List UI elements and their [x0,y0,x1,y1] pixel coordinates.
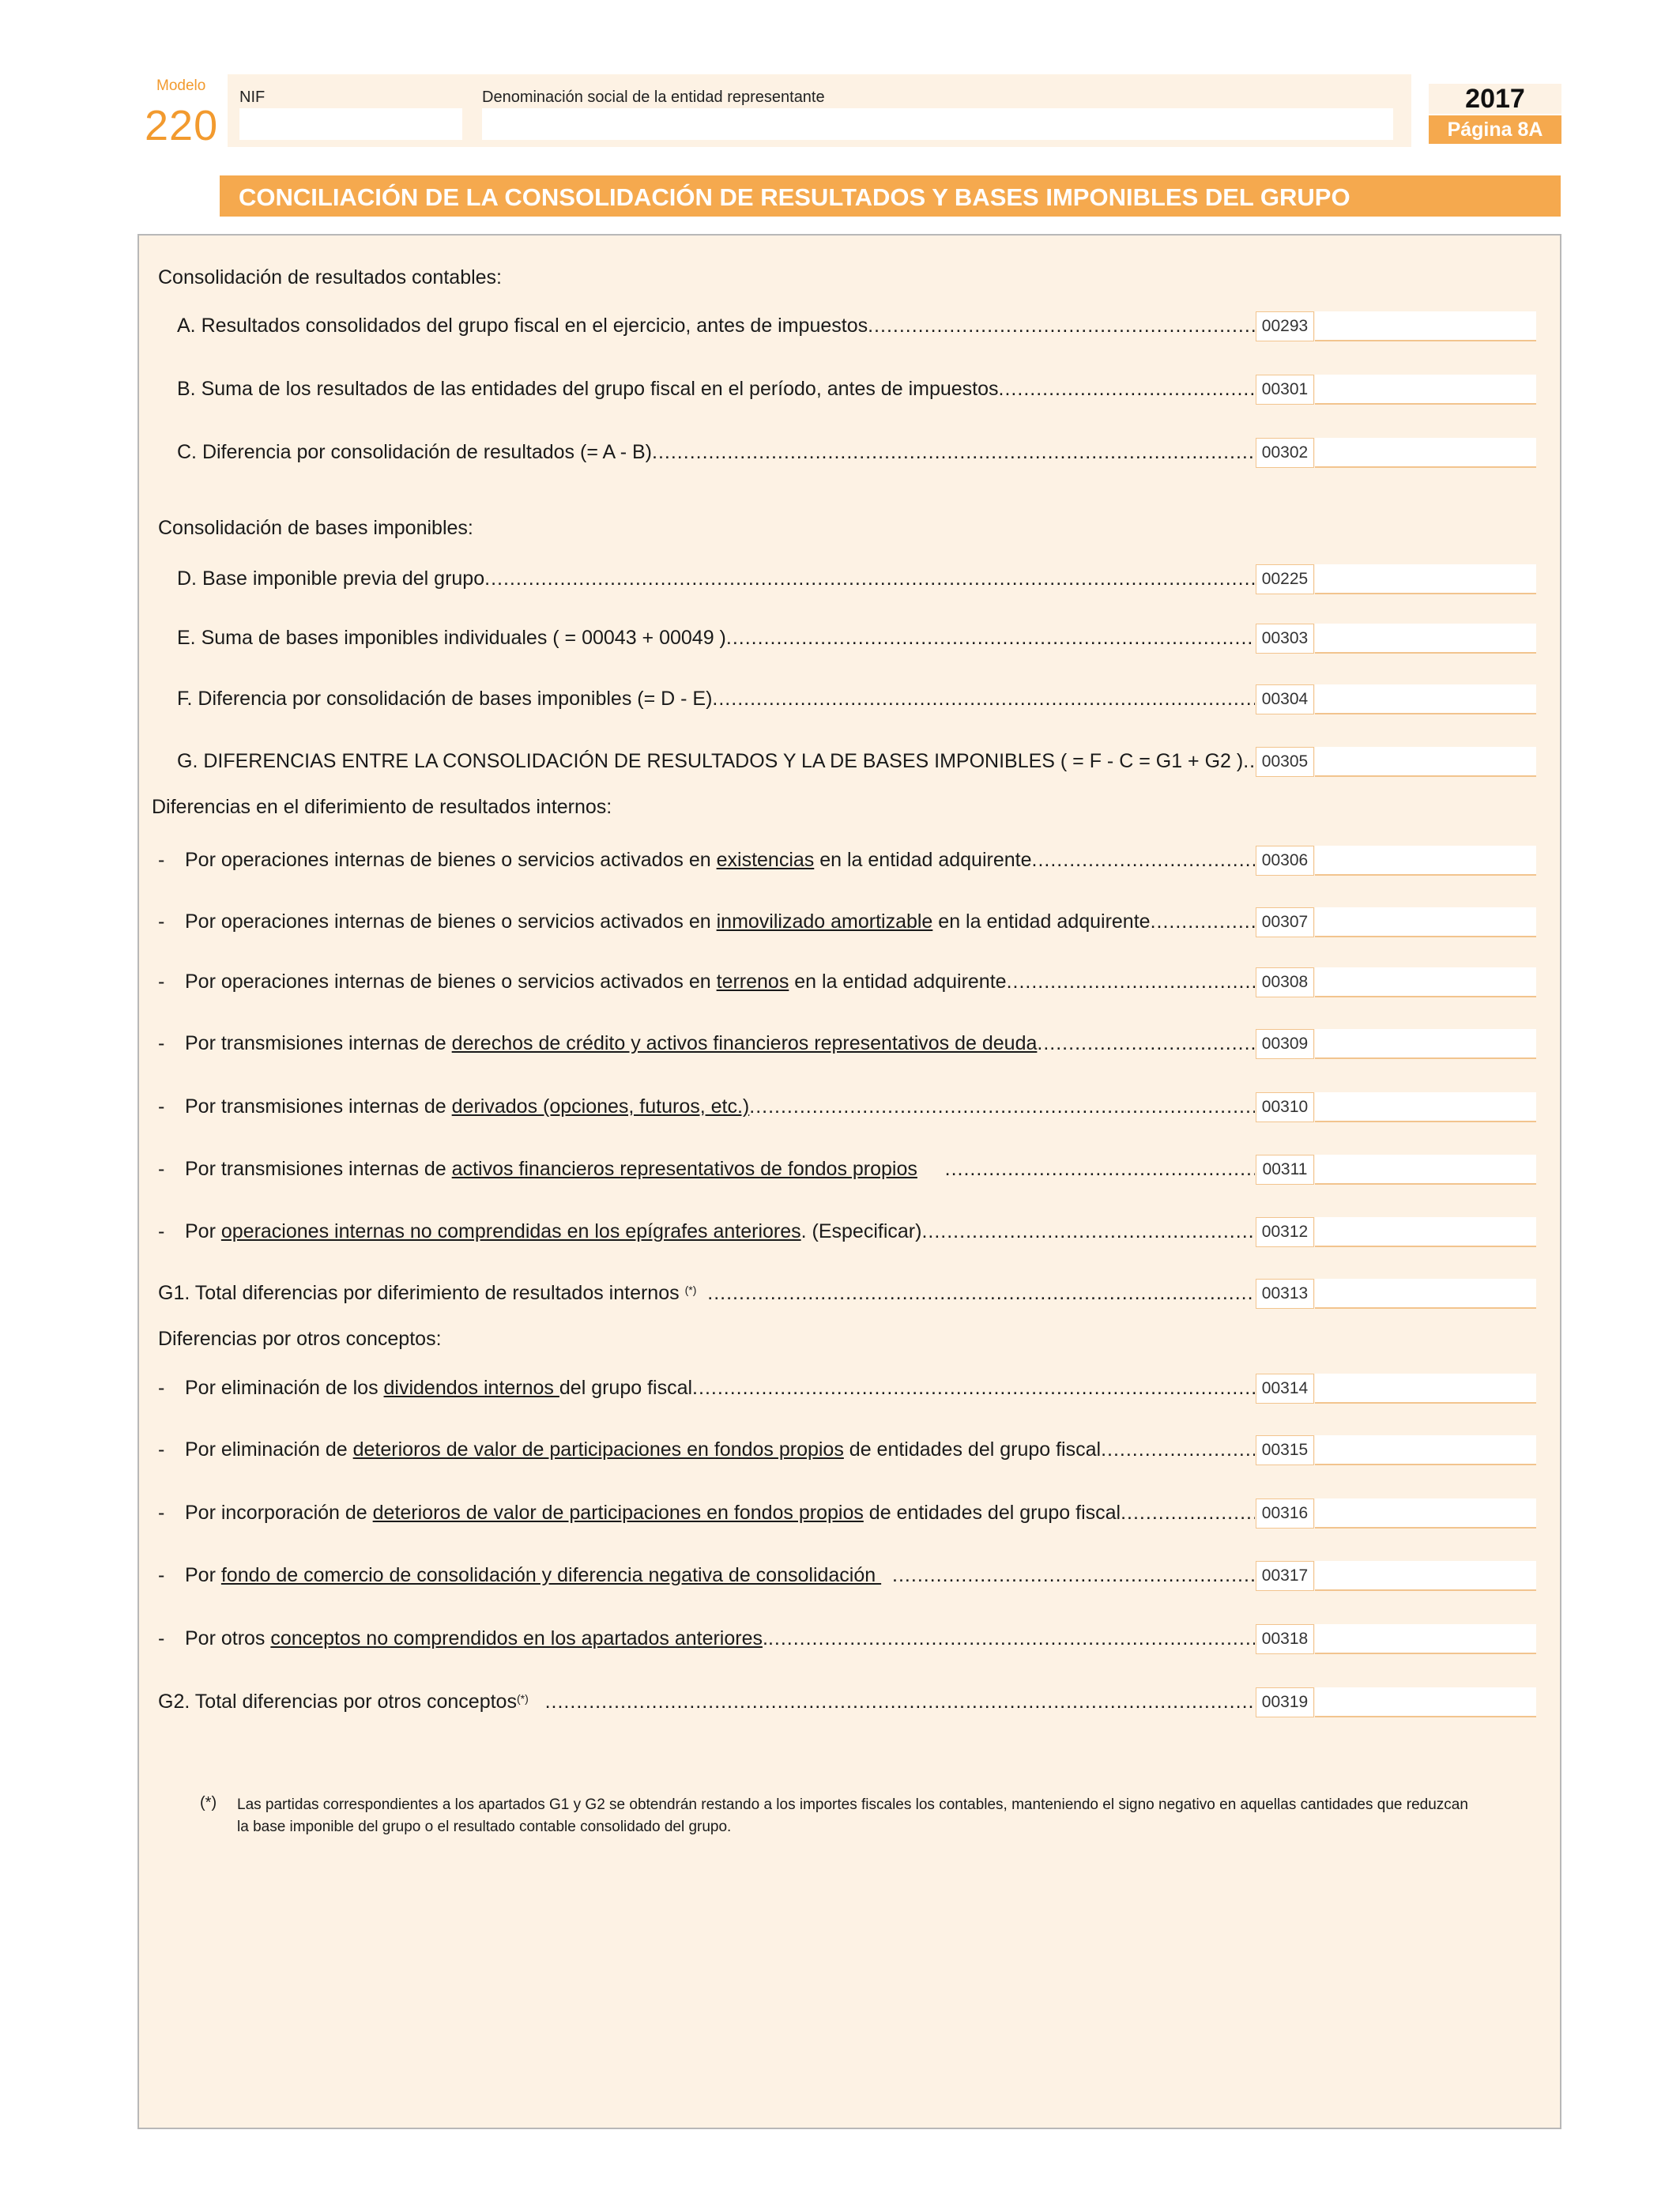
dash-bullet: - [158,910,165,933]
row-00305 [0,744,1680,778]
amount-field[interactable] [1315,1155,1536,1185]
amount-field[interactable] [1315,1687,1536,1717]
box-code: 00225 [1256,564,1314,594]
row-label: Por transmisiones internas de activos financieros representativos de fondos propios [185,1158,917,1180]
amount-field[interactable] [1315,1279,1536,1309]
row-00318 [0,1621,1680,1656]
row-label: G2. Total diferencias por otros conceptos(*) [158,1691,529,1713]
section-otros-conceptos: Diferencias por otros conceptos: [158,1328,442,1350]
amount-field[interactable] [1315,846,1536,876]
denominacion-label: Denominación social de la entidad representante [482,89,825,106]
row-label: Por otros conceptos no comprendidos en los apartados anteriores. [185,1627,768,1649]
box-code: 00314 [1256,1374,1314,1404]
amount-field[interactable] [1315,1217,1536,1247]
row-label: D. Base imponible previa del grupo [177,567,485,590]
row-label: F. Diferencia por consolidación de bases imponibles (= D - E) [177,688,713,710]
box-code: 00304 [1256,684,1314,714]
dash-bullet: - [158,1095,165,1118]
row-label: G1. Total diferencias por diferimiento de resultados internos (*) [158,1282,697,1304]
dash-bullet: - [158,1377,165,1399]
amount-field[interactable] [1315,1092,1536,1122]
dash-bullet: - [158,971,165,993]
row-label: Por eliminación de los dividendos internos del grupo fiscal [185,1377,693,1399]
row-label: Por operaciones internas de bienes o servicios activados en existencias en la entidad adquirente [185,849,1032,871]
section-bases-imponibles: Consolidación de bases imponibles: [158,517,473,539]
box-code: 00316 [1256,1498,1314,1529]
row-00317 [0,1558,1680,1593]
row-label: Por eliminación de deterioros de valor de participaciones en fondos propios de entidades del grupo fiscal [185,1438,1102,1461]
box-code: 00306 [1256,846,1314,876]
row-00314 [0,1370,1680,1405]
row-00315 [0,1432,1680,1467]
box-code: 00303 [1256,624,1314,654]
dash-bullet: - [158,1438,165,1461]
box-code: 00302 [1256,438,1314,468]
row-00319 [0,1684,1680,1719]
amount-field[interactable] [1315,438,1536,468]
box-code: 00310 [1256,1092,1314,1122]
box-code: 00309 [1256,1029,1314,1059]
row-00293 [0,308,1680,343]
row-label: Por fondo de comercio de consolidación y diferencia negativa de consolidación [185,1564,882,1586]
box-code: 00301 [1256,375,1314,405]
row-label: Por operaciones internas de bienes o servicios activados en inmovilizado amortizable en la entidad adquirente [185,910,1151,933]
amount-field[interactable] [1315,1624,1536,1654]
amount-field[interactable] [1315,311,1536,341]
dash-bullet: - [158,1502,165,1524]
row-00304 [0,681,1680,716]
amount-field[interactable] [1315,1029,1536,1059]
row-00313 [0,1276,1680,1310]
box-code: 00293 [1256,311,1314,341]
dash-bullet: - [158,1627,165,1649]
footnote-mark: (*) [200,1794,217,1811]
row-00316 [0,1495,1680,1530]
amount-field[interactable] [1315,1561,1536,1591]
row-label: Por transmisiones internas de derechos de crédito y activos financieros representativos de deuda [185,1032,1038,1054]
nif-label: NIF [239,89,266,106]
amount-field[interactable] [1315,967,1536,997]
row-00309 [0,1026,1680,1061]
box-code: 00312 [1256,1217,1314,1247]
row-label: A. Resultados consolidados del grupo fiscal en el ejercicio, antes de impuestos [177,315,868,337]
row-00308 [0,964,1680,999]
page-title: CONCILIACIÓN DE LA CONSOLIDACIÓN DE RESULTADOS Y BASES IMPONIBLES DEL GRUPO [239,183,1350,211]
section-diferimiento: Diferencias en el diferimiento de resultados internos: [152,796,612,818]
amount-field[interactable] [1315,375,1536,405]
box-code: 00307 [1256,907,1314,937]
amount-field[interactable] [1315,747,1536,777]
row-00301 [0,371,1680,406]
row-00312 [0,1214,1680,1249]
amount-field[interactable] [1315,1435,1536,1465]
year-badge: 2017 [1429,84,1561,114]
amount-field[interactable] [1315,1374,1536,1404]
row-00306 [0,843,1680,877]
amount-field[interactable] [1315,684,1536,714]
box-code: 00319 [1256,1687,1314,1717]
row-label: Por operaciones internas de bienes o servicios activados en terrenos en la entidad adquirente [185,971,1007,993]
dash-bullet: - [158,849,165,871]
dash-bullet: - [158,1158,165,1180]
dash-bullet: - [158,1220,165,1242]
dash-bullet: - [158,1032,165,1054]
amount-field[interactable] [1315,564,1536,594]
dash-bullet: - [158,1564,165,1586]
row-00307 [0,904,1680,939]
row-00311 [0,1152,1680,1186]
modelo-label: Modelo [156,77,206,94]
box-code: 00313 [1256,1279,1314,1309]
nif-field[interactable] [239,108,462,140]
box-code: 00318 [1256,1624,1314,1654]
denominacion-field[interactable] [482,108,1393,140]
row-00310 [0,1089,1680,1124]
footnote-text: Las partidas correspondientes a los apartados G1 y G2 se obtendrán restando a los importes fiscales los contables, manteniendo el signo negativo en aquellas cantidades que reduzcan la base imponible del grupo o el resultado contable consolidado del grupo. [237,1796,1468,1835]
row-label: Por incorporación de deterioros de valor de participaciones en fondos propios de entidades del grupo fiscal [185,1502,1121,1524]
box-code: 00308 [1256,967,1314,997]
row-label: C. Diferencia por consolidación de resultados (= A - B) [177,441,653,463]
modelo-number: 220 [145,102,219,149]
box-code: 00311 [1256,1155,1314,1185]
section-resultados-contables: Consolidación de resultados contables: [158,266,502,288]
row-label: E. Suma de bases imponibles individuales ( = 00043 + 00049 ) [177,627,726,649]
row-00225 [0,561,1680,596]
box-code: 00315 [1256,1435,1314,1465]
page-badge: Página 8A [1429,115,1561,144]
box-code: 00305 [1256,747,1314,777]
row-label: G. DIFERENCIAS ENTRE LA CONSOLIDACIÓN DE RESULTADOS Y LA DE BASES IMPONIBLES ( = F - C = G1 + G2 ) [177,750,1244,772]
amount-field[interactable] [1315,624,1536,654]
row-label: Por transmisiones internas de derivados (opciones, futuros, etc.) [185,1095,750,1118]
amount-field[interactable] [1315,907,1536,937]
row-00302 [0,435,1680,469]
amount-field[interactable] [1315,1498,1536,1529]
box-code: 00317 [1256,1561,1314,1591]
row-00303 [0,620,1680,655]
row-label: B. Suma de los resultados de las entidades del grupo fiscal en el período, antes de impuestos [177,378,999,400]
row-label: Por operaciones internas no comprendidas en los epígrafes anteriores. (Especificar) [185,1220,922,1242]
